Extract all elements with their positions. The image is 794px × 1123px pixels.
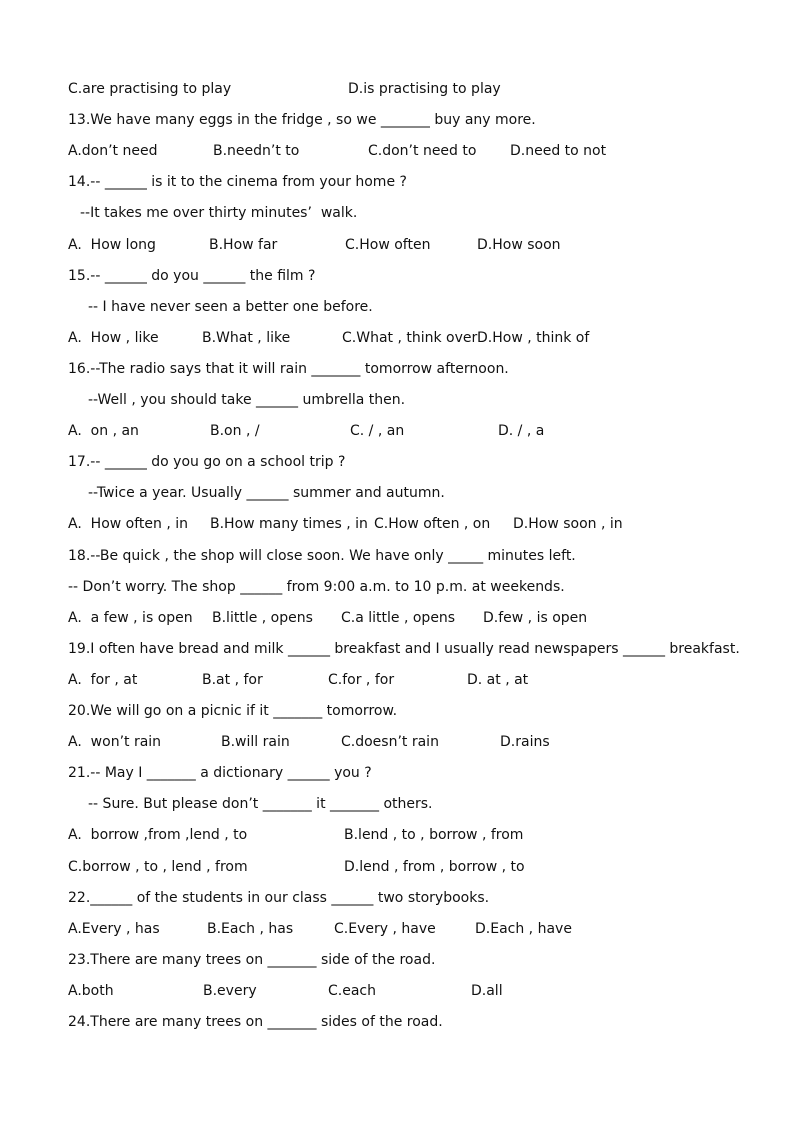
text-line [0,763,794,783]
text-segment: A.Every , has [68,920,160,937]
text-segment: A. How , like [68,329,159,346]
text-segment: A. borrow ,from ,lend , to [68,827,248,844]
text-segment: 20.We will go on a picnic if it _______ tomorrow. [68,703,398,719]
text-segment: C.for , for [328,671,395,688]
text-segment: C.doesn’t rain [341,734,439,751]
text-segment: B.What , like [202,329,291,346]
text-segment: --Well , you should take ______ umbrella then. [88,392,406,408]
text-line [0,732,794,752]
text-segment: A. on , an [68,423,139,440]
text-segment: A. How long [68,236,156,253]
text-line [0,359,794,379]
text-segment: 24.There are many trees on _______ sides of the road. [68,1014,443,1030]
text-segment: C.each [328,982,376,999]
text-segment: C.How often [345,236,431,253]
text-segment: 19.I often have bread and milk ______ breakfast and I usually read newspapers ______ breakfast. [68,640,740,657]
text-segment: -- I have never seen a better one before. [88,298,373,315]
text-line [0,701,794,721]
text-segment: A.both [68,982,114,999]
text-segment: 18.--Be quick , the shop will close soon. We have only _____ minutes left. [68,547,576,564]
text-segment: 23.There are many trees on _______ side of the road. [68,951,436,968]
text-segment: C.are practising to play [68,81,232,97]
text-line [0,172,794,192]
text-segment: A.don’t need [68,143,158,160]
text-line [0,514,794,534]
text-segment: C.What , think over [342,329,478,346]
text-segment: D.How soon , in [513,516,623,533]
text-line [0,235,794,255]
text-line [0,981,794,1001]
text-segment: 21.-- May I _______ a dictionary ______ you ? [68,765,372,782]
text-segment: B.lend , to , borrow , from [344,827,524,844]
text-segment: D.Each , have [475,920,572,937]
text-segment: D.need to not [510,143,607,160]
text-segment: B.little , opens [212,609,313,626]
text-segment: C.How often , on [374,516,491,533]
text-segment: B.Each , has [207,920,294,937]
text-segment: -- Sure. But please don’t _______ it _______ others. [88,796,433,813]
text-line [0,452,794,472]
text-line [0,79,794,99]
text-segment: C.a little , opens [341,609,456,626]
text-line [0,825,794,845]
text-segment: D.rains [500,734,550,751]
text-segment: B.on , / [210,423,260,440]
text-segment: D.How soon [477,236,561,253]
text-segment: A. won’t rain [68,734,162,751]
text-segment: D. / , a [498,423,545,440]
text-segment: B.at , for [202,671,263,688]
text-segment: A. a few , is open [68,609,193,626]
text-line [0,888,794,908]
text-line [0,577,794,597]
text-segment: D. at , at [467,671,529,688]
text-segment: 13.We have many eggs in the fridge , so we _______ buy any more. [68,112,536,129]
text-line [0,857,794,877]
text-segment: 22.______ of the students in our class ______ two storybooks. [68,889,490,906]
text-segment: B.will rain [221,734,290,751]
text-line [0,390,794,410]
text-line [0,794,794,814]
text-segment: C.don’t need to [368,143,477,160]
text-line [0,608,794,628]
text-segment: A. How often , in [68,516,189,533]
text-segment: D.is practising to play [348,81,501,97]
text-segment: B.needn’t to [213,143,300,160]
text-segment: B.How many times , in [210,516,368,533]
text-line [0,919,794,939]
text-segment: -- Don’t worry. The shop ______ from 9:00 a.m. to 10 p.m. at weekends. [68,578,565,595]
text-line [0,639,794,659]
text-segment: D.few , is open [483,609,588,626]
text-segment: 16.--The radio says that it will rain _______ tomorrow afternoon. [68,360,509,377]
text-segment: D.all [471,982,503,999]
text-segment: 14.-- ______ is it to the cinema from your home ? [68,174,407,191]
text-segment: 17.-- ______ do you go on a school trip ? [68,454,346,471]
text-segment: D.How , think of [477,329,590,346]
text-segment: 15.-- ______ do you ______ the film ? [68,267,316,284]
text-segment: A. for , at [68,671,138,688]
text-line [0,546,794,566]
text-line [0,670,794,690]
text-segment: C.Every , have [334,920,436,937]
text-segment: B.every [203,982,257,999]
text-line [0,110,794,130]
text-segment: C. / , an [350,423,405,440]
text-segment: C.borrow , to , lend , from [68,858,248,875]
text-line [0,328,794,348]
text-line [0,483,794,503]
text-line [0,141,794,161]
text-line [0,421,794,441]
text-line [0,203,794,223]
text-segment: D.lend , from , borrow , to [344,858,525,875]
text-line [0,297,794,317]
text-segment: B.How far [209,236,278,253]
text-segment: --It takes me over thirty minutes’ walk. [80,205,358,222]
text-line [0,1012,794,1032]
text-line [0,950,794,970]
text-segment: --Twice a year. Usually ______ summer and autumn. [88,485,445,502]
text-line [0,266,794,286]
